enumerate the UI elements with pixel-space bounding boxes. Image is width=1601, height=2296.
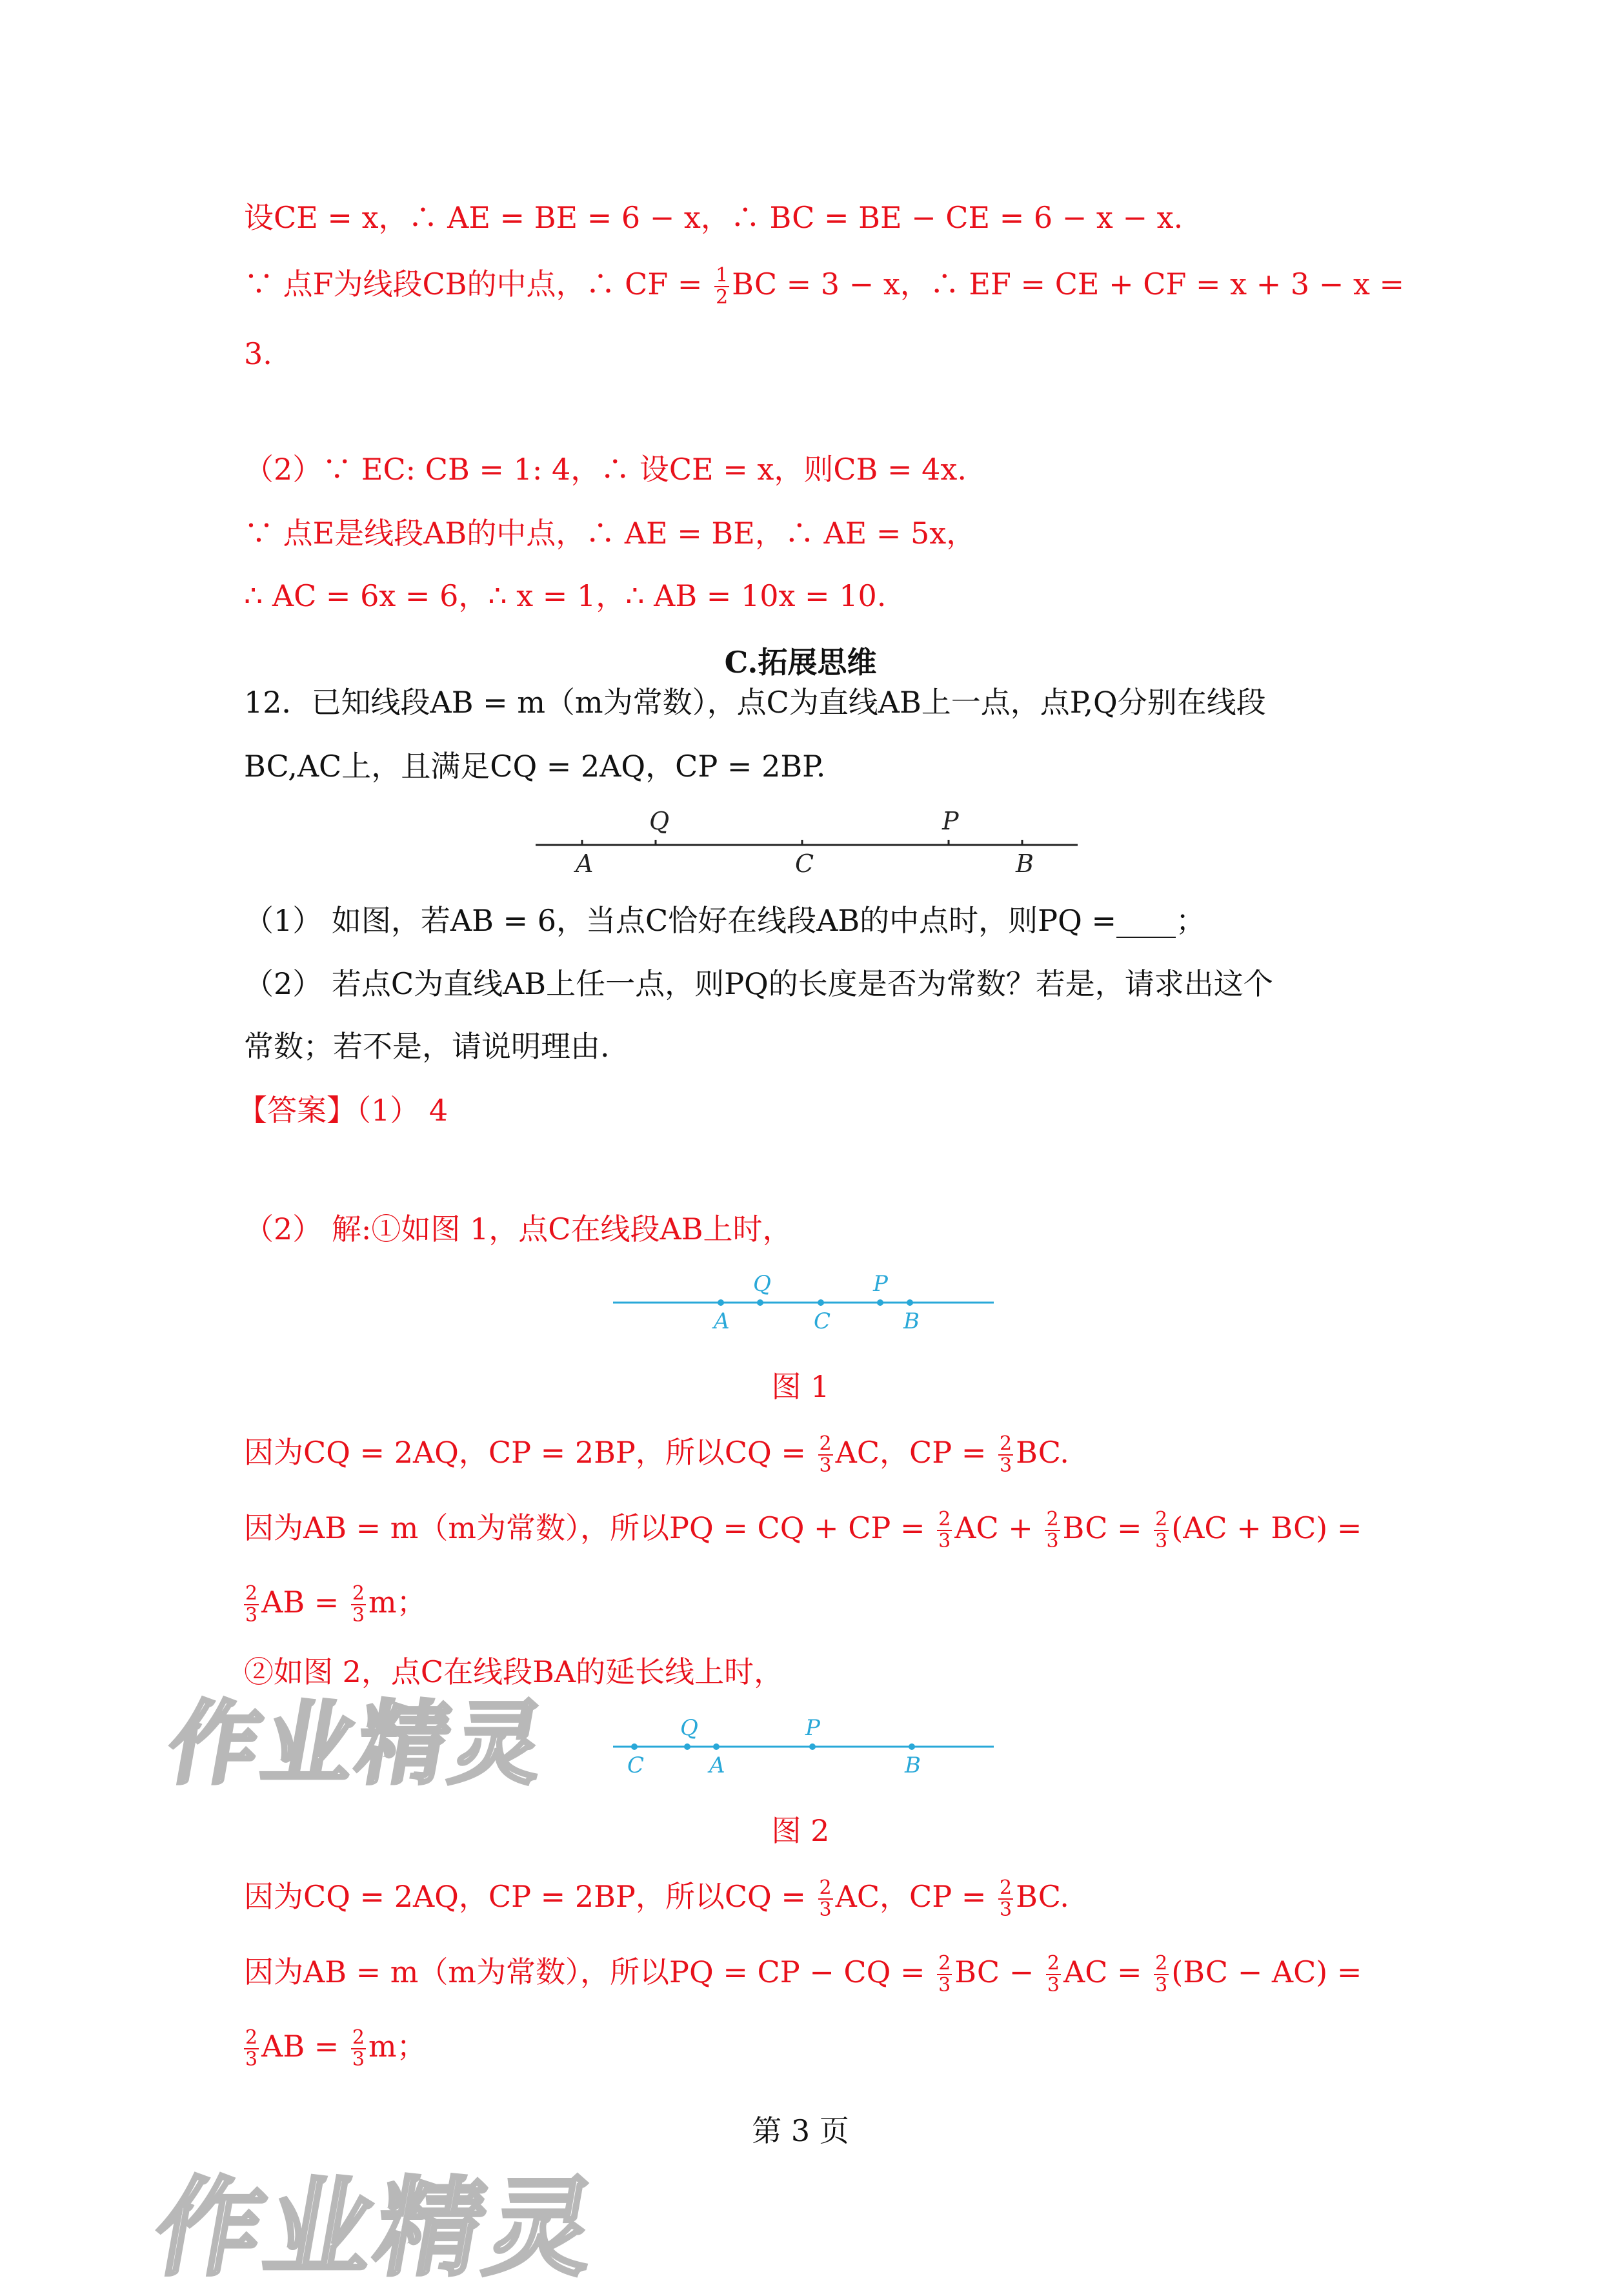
- answer-c1-part: AC，CP =: [835, 1879, 996, 1914]
- answer-1: （1） 4: [356, 1093, 448, 1128]
- answer-c3-part: m；: [368, 2029, 427, 2064]
- fraction-half: $\frac{1}{2}$: [716, 264, 729, 309]
- fraction-two-thirds: $\frac{2}{3}$: [1000, 1876, 1012, 1921]
- answer-b2-part: 因为AB = m（m为常数），所以PQ = CQ + CP =: [244, 1510, 935, 1545]
- solution-line-2: [244, 265, 1404, 308]
- problem-figure: [529, 804, 1084, 881]
- fig1-point-q: [757, 1299, 763, 1306]
- fig1-point-a: [718, 1299, 724, 1306]
- solution-line-2a: ∵ 点F为线段CB的中点，∴ CF =: [244, 267, 712, 301]
- answer-b3-part: m；: [368, 1585, 427, 1620]
- question-2a: （2） 若点C为直线AB上任一点，则PQ的长度是否为常数？若是，请求出这个: [244, 966, 1273, 1001]
- fig2-label-b: B: [905, 1752, 921, 1778]
- fig2-point-p: [809, 1743, 816, 1750]
- problem-line-2: BC,AC上，且满足CQ = 2AQ，CP = 2BP.: [244, 749, 826, 784]
- answer-c2-part: 因为AB = m（m为常数），所以PQ = CP − CQ =: [244, 1955, 935, 1989]
- answer-tag: 【答案】: [237, 1093, 356, 1128]
- fig1-label-c: C: [814, 1308, 831, 1334]
- label-b: B: [1016, 849, 1034, 878]
- solution-line-3: 3.: [244, 336, 272, 371]
- section-title: C.拓展思维: [724, 645, 877, 680]
- fig2-label-c: C: [627, 1752, 645, 1778]
- fraction-two-thirds: $\frac{2}{3}$: [1046, 1508, 1059, 1552]
- label-c: C: [795, 849, 814, 878]
- question-2b: 常数；若不是，请说明理由.: [244, 1029, 610, 1064]
- figure-1: [610, 1265, 997, 1336]
- answer-c0: ②如图 2，点C在线段BA的延长线上时，: [244, 1654, 784, 1689]
- answer-b2-part: (AC + BC) =: [1171, 1510, 1362, 1545]
- fraction-two-thirds: $\frac{2}{3}$: [1155, 1508, 1168, 1552]
- fraction-two-thirds: $\frac{2}{3}$: [352, 2026, 365, 2071]
- page-footer: 第 3 页: [752, 2113, 849, 2148]
- answer-c2: [244, 1953, 1362, 1996]
- answer-c2-part: (BC − AC) =: [1171, 1955, 1362, 1989]
- figure-1-caption: 图 1: [771, 1369, 830, 1404]
- label-p: P: [942, 807, 959, 835]
- figure-2: [610, 1709, 997, 1780]
- fig2-point-a: [713, 1743, 720, 1750]
- solution-line-1: 设CE = x，∴ AE = BE = 6 − x，∴ BC = BE − CE = 6 − x − x.: [244, 200, 1183, 235]
- answer-c2-part: AC =: [1063, 1955, 1152, 1989]
- fraction-two-thirds: $\frac{2}{3}$: [819, 1876, 832, 1921]
- fig1-point-b: [907, 1299, 913, 1306]
- fraction-two-thirds: $\frac{2}{3}$: [1000, 1432, 1012, 1477]
- answer-line-1: [237, 1091, 448, 1130]
- solution-line-4: （2）∵ EC: CB = 1: 4，∴ 设CE = x，则CB = 4x.: [244, 452, 967, 487]
- answer-c3-part: AB =: [261, 2029, 348, 2064]
- fraction-two-thirds: $\frac{2}{3}$: [352, 1582, 365, 1627]
- answer-c3: [244, 2027, 427, 2070]
- fig2-label-a: A: [709, 1752, 725, 1778]
- answer-c1-part: 因为CQ = 2AQ，CP = 2BP，所以CQ =: [244, 1879, 816, 1914]
- fig1-point-c: [818, 1299, 824, 1306]
- fraction-two-thirds: $\frac{2}{3}$: [938, 1508, 951, 1552]
- answer-b1: [244, 1433, 1069, 1476]
- fraction-two-thirds: $\frac{2}{3}$: [245, 2026, 258, 2071]
- watermark-middle: 作业精灵: [160, 1692, 556, 1797]
- fraction-two-thirds: $\frac{2}{3}$: [938, 1952, 951, 1996]
- fraction-two-thirds: $\frac{2}{3}$: [1047, 1952, 1060, 1996]
- fig2-label-p: P: [805, 1715, 820, 1741]
- answer-b1-part: AC，CP =: [835, 1435, 996, 1470]
- fig1-label-p: P: [873, 1271, 888, 1297]
- fig2-point-q: [684, 1743, 690, 1750]
- figure-2-caption: 图 2: [771, 1813, 830, 1848]
- answer-c1: [244, 1877, 1069, 1920]
- answer-b2: [244, 1509, 1362, 1552]
- fraction-two-thirds: $\frac{2}{3}$: [819, 1432, 832, 1477]
- label-a: A: [576, 849, 594, 878]
- fig2-point-c: [631, 1743, 638, 1750]
- question-1: （1） 如图，若AB = 6，当点C恰好在线段AB的中点时，则PQ =____；: [244, 903, 1206, 938]
- fig2-point-b: [909, 1743, 915, 1750]
- answer-b2-part: BC =: [1062, 1510, 1152, 1545]
- label-q: Q: [649, 807, 670, 835]
- answer-b3-part: AB =: [261, 1585, 348, 1620]
- answer-c1-part: BC.: [1016, 1879, 1069, 1914]
- solution-line-2b: BC = 3 − x，∴ EF = CE + CF = x + 3 − x =: [732, 267, 1405, 301]
- answer-b1-part: 因为CQ = 2AQ，CP = 2BP，所以CQ =: [244, 1435, 816, 1470]
- solution-line-5: ∵ 点E是线段AB的中点，∴ AE = BE，∴ AE = 5x，: [244, 516, 976, 551]
- answer-line-2: （2） 解:①如图 1，点C在线段AB上时，: [244, 1212, 792, 1246]
- solution-line-6: ∴ AC = 6x = 6，∴ x = 1，∴ AB = 10x = 10.: [244, 578, 887, 613]
- answer-b1-part: BC.: [1016, 1435, 1069, 1470]
- problem-line-1: 12．已知线段AB = m（m为常数），点C为直线AB上一点，点P,Q分别在线段: [244, 685, 1266, 720]
- fig1-point-p: [877, 1299, 883, 1306]
- answer-c2-part: BC −: [954, 1955, 1043, 1989]
- fraction-two-thirds: $\frac{2}{3}$: [1155, 1952, 1168, 1996]
- answer-b3: [244, 1583, 427, 1626]
- fig1-label-q: Q: [753, 1271, 771, 1297]
- watermark-bottom: 作业精灵: [145, 2166, 609, 2290]
- fraction-two-thirds: $\frac{2}{3}$: [245, 1582, 258, 1627]
- fig1-label-b: B: [903, 1308, 920, 1334]
- answer-b2-part: AC +: [954, 1510, 1043, 1545]
- fig2-label-q: Q: [680, 1715, 698, 1741]
- fig1-label-a: A: [714, 1308, 730, 1334]
